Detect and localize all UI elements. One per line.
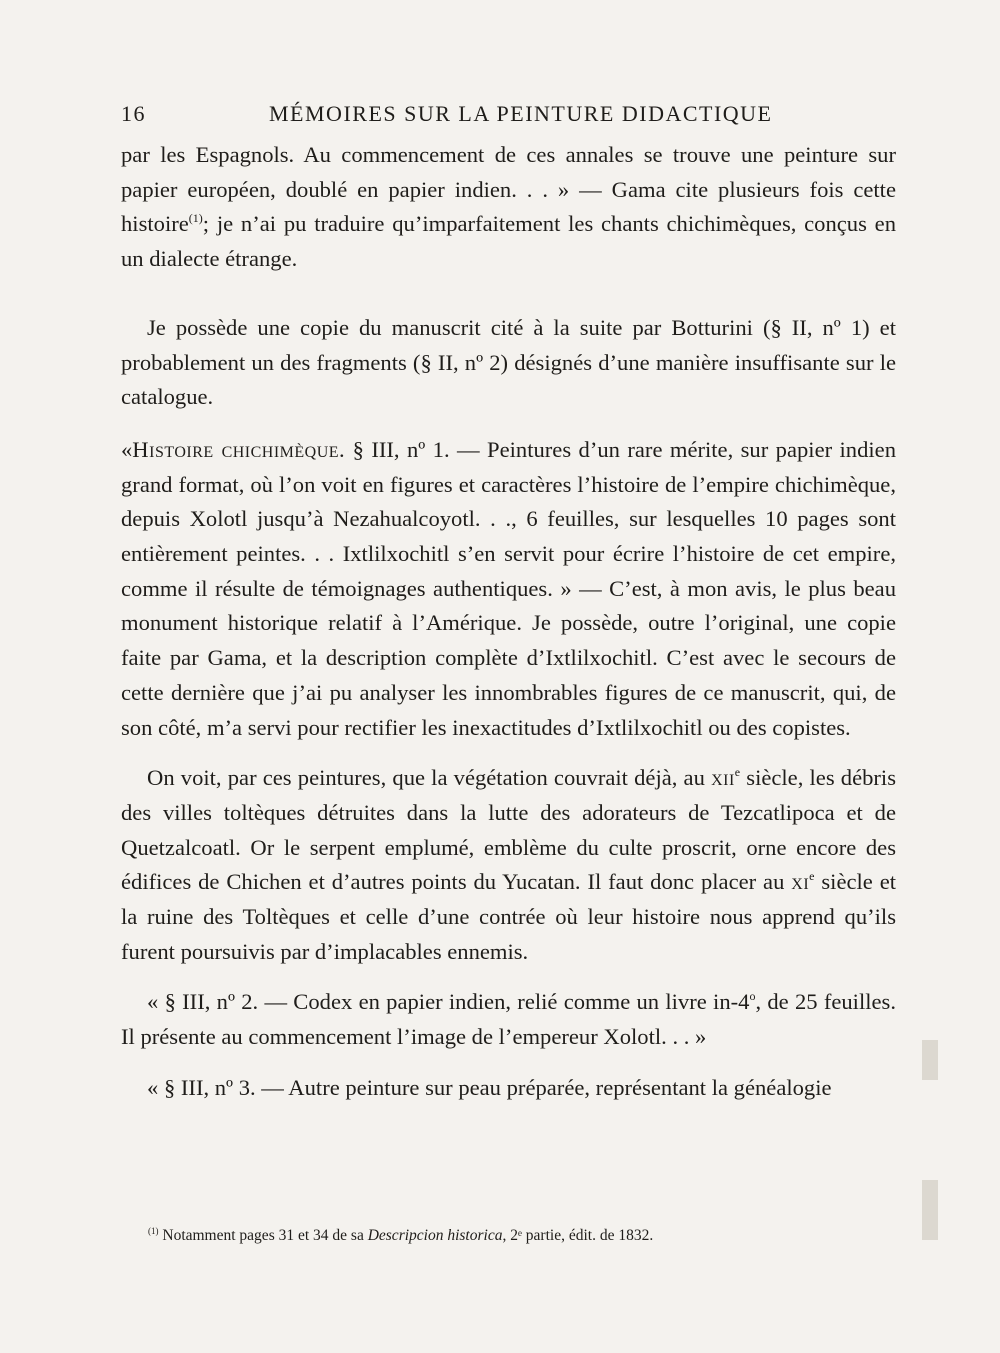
paragraph-text: siècle, les débris des villes toltèques détruites dans la lutte des adorateurs de Tezcatlipoca et de Quetzalcoatl. Or le serpent emplumé, emblème du culte proscrit, orne encore des édifices de Chichen et d’autres points du Yucatan. Il faut donc placer au [121,765,896,895]
footnote-marker: (1) [148,1226,159,1236]
quote-mark: « [121,436,133,462]
text-body [121,138,896,1106]
paragraph-text: Je possède une copie du manuscrit cité à la suite par Botturini (§ II, nº 1) et probablement un des fragments (§ II, nº 2) désignés d’une manière insuffisante sur le catalogue. [121,314,896,410]
footnote-text: Notamment pages 31 et 34 de sa [158,1227,368,1244]
paragraph-3 [121,433,896,745]
paragraph-text: par les Espagnols. Au commencement de ces annales se trouve une peinture sur papier européen, doublé en papier indien. . . » — Gama cite plusieurs fois cette histoire [121,142,896,237]
paragraph-text: ; je n’ai pu traduire qu’imparfaitement les chants chichimèques, conçus en un dialecte étrange. [121,211,896,272]
paragraph-4 [121,761,896,969]
paragraph-text: « § III, nº 3. — Autre peinture sur peau préparée, représentant la généalogie [147,1074,832,1100]
paragraph-2 [121,311,896,415]
paragraph-text: siècle et la ruine des Toltèques et celle d’une contrée où leur histoire nous apprend qu’ils furent poursuivis par d’implacables ennemis. [121,869,896,964]
paragraph-text: « § III, nº 2. — Codex en papier indien, relié comme un livre in-4 [147,989,750,1015]
running-header [121,97,894,131]
paragraph-1 [121,138,896,277]
page-edge-mark [922,1180,938,1240]
century-numeral: xii [711,765,735,791]
footnote-book-title: Descripcion historica [367,1227,503,1244]
page-edge-mark [922,1040,938,1080]
paragraph-5 [121,985,896,1054]
paragraph-6 [121,1071,896,1106]
paragraph-text: § III, nº 1. — Peintures d’un rare mérite, sur papier indien grand format, où l’on voit en figures et caractères l’histoire de l’empire chichimèque, depuis Xolotl jusqu’à Nezahualcoyotl. . ., 6 feuilles, sur lesquelles 10 pages sont entièrement peintes. . . Ixtlilxochitl s’en servit pour écrire l’histoire de cet empire, comme il résulte de témoignages authentiques. » — C’est, à mon avis, le plus beau monument historique relatif à l’Amérique. Je possède, outre l’original, une copie faite par Gama, et la description complète d’Ixtlilxochitl. C’est avec le secours de cette dernière que j’ai pu analyser les innombrables figures de ce manuscrit, qui, de son côté, m’a servi pour rectifier les inexactitudes d’Ixtlilxochitl ou des copistes. [121,436,897,740]
paragraph-text: On voit, par ces peintures, que la végétation couvrait déjà, au [147,765,712,791]
superscript: e [809,869,815,884]
superscript: o [749,989,756,1004]
footnote-text: , 2ᵉ partie, édit. de 1832. [502,1227,654,1244]
running-title: MÉMOIRES SUR LA PEINTURE DIDACTIQUE [269,101,773,126]
superscript: e [734,765,741,780]
section-heading-smallcaps: Histoire chichimèque. [132,436,346,462]
footnote-reference[interactable]: (1) [188,211,203,226]
footnote [148,1226,908,1246]
page-number: 16 [121,101,146,126]
paragraph-text: , de 25 feuilles. Il présente au commencement l’image de l’empereur Xolotl. . . » [121,989,896,1050]
century-numeral: xi [791,869,810,895]
